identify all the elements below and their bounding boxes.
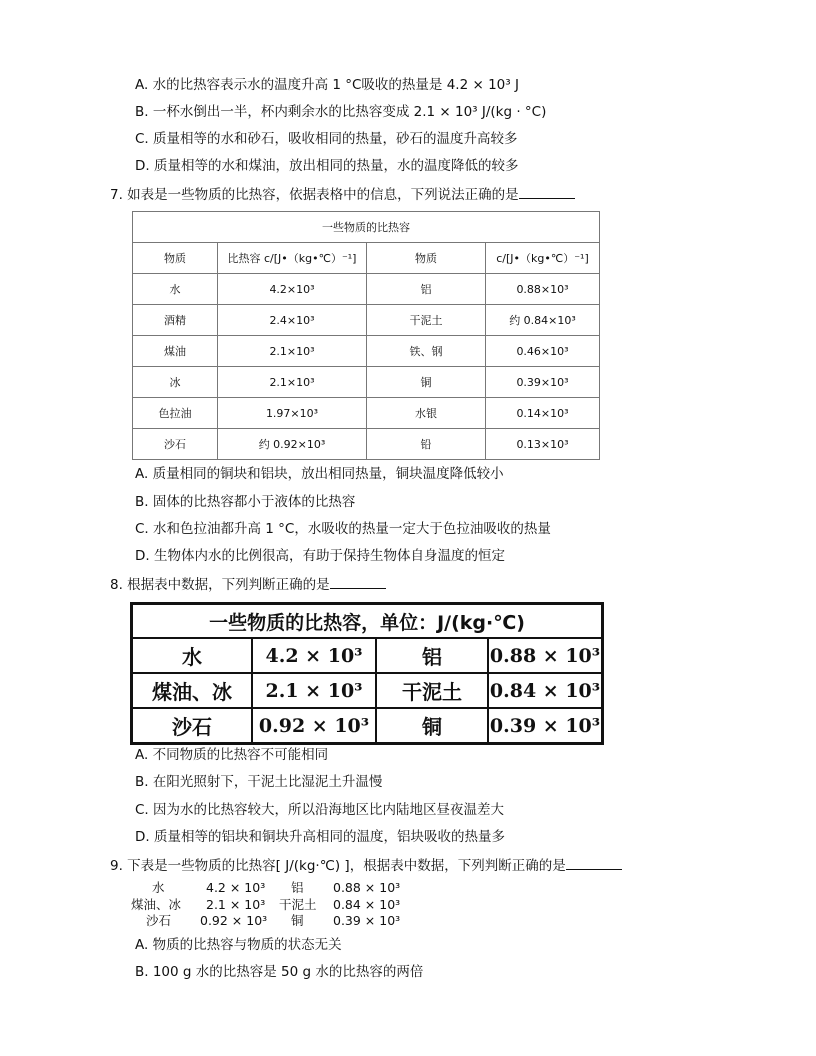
q9-cell: 水 — [152, 880, 165, 895]
q8-stem-text: 8. 根据表中数据，下列判断正确的是 — [110, 577, 330, 593]
table-cell: 铝 — [376, 638, 488, 673]
table-row — [133, 367, 600, 398]
q9-cell: 煤油、冰 — [131, 897, 182, 912]
q7-header-cell: 物质 — [367, 243, 486, 274]
table-cell: 水 — [133, 274, 218, 305]
table-cell: 0.39 × 10³ — [488, 708, 603, 744]
q9-cell: 0.92 × 10³ — [200, 913, 268, 928]
table-cell: 铜 — [376, 708, 488, 744]
q9-stem — [110, 857, 622, 875]
table-cell: 0.88 × 10³ — [488, 638, 603, 673]
answer-blank — [566, 857, 622, 870]
table-cell: 煤油、冰 — [132, 673, 253, 708]
table-cell: 铁、钢 — [367, 336, 486, 367]
q8-stem — [110, 576, 386, 594]
table-cell: 1.97×10³ — [218, 398, 367, 429]
table-cell: 2.1 × 10³ — [252, 673, 376, 708]
table-cell: 2.1×10³ — [218, 336, 367, 367]
table-row — [133, 336, 600, 367]
table-cell: 4.2×10³ — [218, 274, 367, 305]
table-cell: 约 0.92×10³ — [218, 429, 367, 460]
q8-table-title: 一些物质的比热容，单位：J/(kg·℃) — [132, 604, 603, 639]
q8-option-d: D. 质量相等的铝块和铜块升高相同的温度，铝块吸收的热量多 — [135, 829, 505, 845]
table-row — [132, 673, 603, 708]
table-cell: 冰 — [133, 367, 218, 398]
table-row — [133, 274, 600, 305]
q6-option-b: B. 一杯水倒出一半，杯内剩余水的比热容变成 2.1 × 10³ J/(kg · °C) — [135, 104, 547, 120]
table-cell: 煤油 — [133, 336, 218, 367]
q9-option-b: B. 100 g 水的比热容是 50 g 水的比热容的两倍 — [135, 964, 424, 980]
q6-option-d: D. 质量相等的水和煤油，放出相同的热量，水的温度降低的较多 — [135, 158, 519, 174]
q8-option-b: B. 在阳光照射下，干泥土比湿泥土升温慢 — [135, 774, 383, 790]
q9-cell: 0.84 × 10³ — [333, 897, 401, 912]
q9-cell: 2.1 × 10³ — [206, 897, 266, 912]
q9-cell: 4.2 × 10³ — [206, 880, 266, 895]
q7-header-cell: 比热容 c/[J•（kg•℃）⁻¹] — [218, 243, 367, 274]
table-cell: 干泥土 — [367, 305, 486, 336]
table-row — [132, 638, 603, 673]
q9-cell: 铜 — [291, 913, 304, 928]
table-cell: 色拉油 — [133, 398, 218, 429]
q7-header-cell: c/[J•（kg•℃）⁻¹] — [486, 243, 600, 274]
q8-option-c: C. 因为水的比热容较大，所以沿海地区比内陆地区昼夜温差大 — [135, 802, 505, 818]
table-cell: 0.39×10³ — [486, 367, 600, 398]
q7-option-a: A. 质量相同的铜块和铝块，放出相同热量，铜块温度降低较小 — [135, 466, 504, 482]
table-cell: 酒精 — [133, 305, 218, 336]
table-cell: 0.46×10³ — [486, 336, 600, 367]
q7-stem-text: 7. 如表是一些物质的比热容，依据表格中的信息，下列说法正确的是 — [110, 187, 519, 203]
table-cell: 干泥土 — [376, 673, 488, 708]
table-cell: 铝 — [367, 274, 486, 305]
table-row — [133, 398, 600, 429]
q6-option-a: A. 水的比热容表示水的温度升高 1 °C吸收的热量是 4.2 × 10³ J — [135, 77, 519, 93]
q9-cell: 0.88 × 10³ — [333, 880, 401, 895]
q6-option-c: C. 质量相等的水和砂石，吸收相同的热量，砂石的温度升高较多 — [135, 131, 518, 147]
answer-blank — [519, 186, 575, 199]
q7-option-d: D. 生物体内水的比例很高，有助于保持生物体自身温度的恒定 — [135, 548, 505, 564]
q8-specific-heat-table — [130, 602, 604, 745]
table-cell: 铜 — [367, 367, 486, 398]
table-cell: 约 0.84×10³ — [486, 305, 600, 336]
q9-cell: 铝 — [291, 880, 304, 895]
table-cell: 0.88×10³ — [486, 274, 600, 305]
answer-blank — [330, 576, 386, 589]
table-cell: 0.92 × 10³ — [252, 708, 376, 744]
table-cell: 0.84 × 10³ — [488, 673, 603, 708]
q7-option-c: C. 水和色拉油都升高 1 °C，水吸收的热量一定大于色拉油吸收的热量 — [135, 521, 551, 537]
table-cell: 2.1×10³ — [218, 367, 367, 398]
table-cell: 铅 — [367, 429, 486, 460]
table-row — [133, 429, 600, 460]
table-cell: 沙石 — [133, 429, 218, 460]
table-cell: 2.4×10³ — [218, 305, 367, 336]
table-cell: 4.2 × 10³ — [252, 638, 376, 673]
q9-cell: 0.39 × 10³ — [333, 913, 401, 928]
q9-cell: 干泥土 — [279, 897, 317, 912]
table-cell: 0.13×10³ — [486, 429, 600, 460]
table-cell: 沙石 — [132, 708, 253, 744]
q9-cell: 沙石 — [146, 913, 172, 928]
table-cell: 0.14×10³ — [486, 398, 600, 429]
q9-option-a: A. 物质的比热容与物质的状态无关 — [135, 937, 342, 953]
table-row — [132, 708, 603, 744]
q7-option-b: B. 固体的比热容都小于液体的比热容 — [135, 494, 356, 510]
q8-option-a: A. 不同物质的比热容不可能相同 — [135, 747, 329, 763]
q7-table-title: 一些物质的比热容 — [133, 212, 600, 243]
q9-stem-text: 9. 下表是一些物质的比热容[ J/(kg·℃) ]，根据表中数据，下列判断正确的是 — [110, 858, 566, 874]
q7-stem — [110, 186, 575, 204]
table-row — [133, 305, 600, 336]
q7-specific-heat-table — [132, 211, 600, 460]
table-cell: 水 — [132, 638, 253, 673]
q7-header-cell: 物质 — [133, 243, 218, 274]
table-cell: 水银 — [367, 398, 486, 429]
